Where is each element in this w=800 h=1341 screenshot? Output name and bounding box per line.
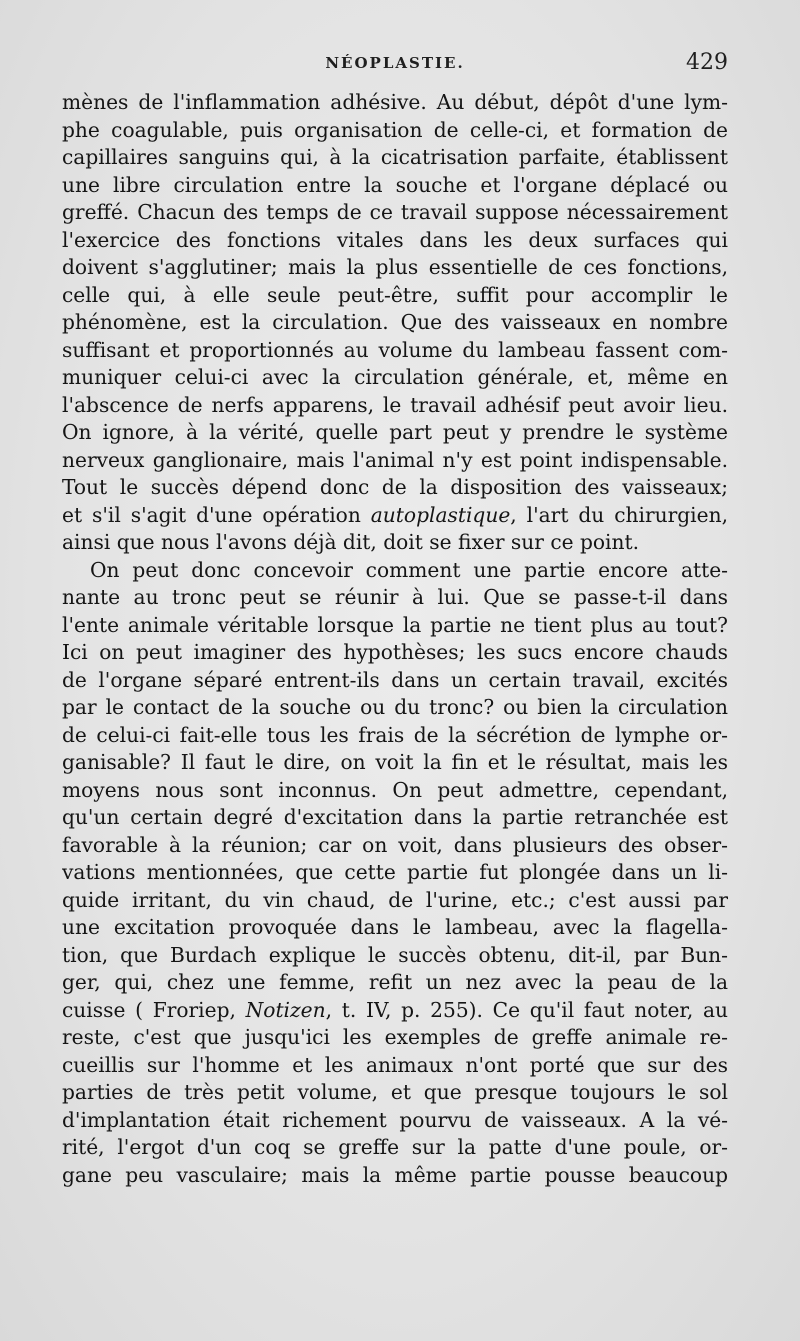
text-line: On peut donc concevoir comment une partie encore atte- xyxy=(90,557,728,582)
paragraph xyxy=(62,557,728,1190)
text-line: celle qui, à elle seule peut-être, suffit pour accomplir le xyxy=(62,282,728,307)
text-line: Ici on peut imaginer des hypothèses; les sucs encore chauds xyxy=(62,640,728,664)
text-line: d'implantation était richement pourvu de vaisseaux. A la vé- xyxy=(62,1107,728,1132)
text-line: ganisable? Il faut le dire, on voit la fin et le résultat, mais les xyxy=(62,750,728,774)
text-run: cuisse ( Froriep, xyxy=(62,997,246,1022)
text-line xyxy=(62,997,728,1025)
text-line: phénomène, est la circulation. Que des vaisseaux en nombre xyxy=(62,310,728,334)
italic-term: Notizen xyxy=(245,997,326,1022)
paragraph xyxy=(62,89,728,557)
text-run: , l'art du chirurgien, xyxy=(510,502,728,527)
text-line: tion, que Burdach explique le succès obtenu, dit-il, par Bun- xyxy=(62,942,728,967)
text-line: l'exercice des fonctions vitales dans les deux surfaces qui xyxy=(62,227,728,252)
text-line xyxy=(62,502,728,530)
text-run: et s'il s'agit d'une opération xyxy=(62,502,371,527)
text-line: cueillis sur l'homme et les animaux n'ont porté que sur des xyxy=(62,1052,728,1077)
text-line: favorable à la réunion; car on voit, dans plusieurs des obser- xyxy=(62,832,728,857)
text-line: l'abscence de nerfs apparens, le travail adhésif peut avoir lieu. xyxy=(62,392,728,417)
text-line: On ignore, à la vérité, quelle part peut y prendre le système xyxy=(62,420,728,444)
italic-term: autoplastique xyxy=(370,502,511,527)
text-line: capillaires sanguins qui, à la cicatrisation parfaite, établissent xyxy=(62,145,728,169)
text-line: l'ente animale véritable lorsque la partie ne tient plus au tout? xyxy=(62,612,728,637)
text-line: quide irritant, du vin chaud, de l'urine, etc.; c'est aussi par xyxy=(62,887,728,912)
text-line: par le contact de la souche ou du tronc? ou bien la circulation xyxy=(62,695,728,719)
running-title: NÉOPLASTIE. xyxy=(325,54,465,72)
text-line: nante au tronc peut se réunir à lui. Que se passe-t-il dans xyxy=(62,585,728,609)
text-line: greffé. Chacun des temps de ce travail suppose nécessairement xyxy=(62,200,728,224)
text-line: vations mentionnées, que cette partie fut plongée dans un li- xyxy=(62,860,728,884)
text-line: doivent s'agglutiner; mais la plus essentielle de ces fonctions, xyxy=(62,255,728,279)
page-number: 429 xyxy=(686,50,728,75)
text-line: rité, l'ergot d'un coq se greffe sur la patte d'une poule, or- xyxy=(62,1135,728,1159)
text-line: nerveux ganglionaire, mais l'animal n'y est point indispensable. xyxy=(62,447,728,472)
body-text xyxy=(62,89,728,1189)
text-run: , t. IV, p. 255). Ce qu'il faut noter, au xyxy=(325,997,728,1022)
page-header xyxy=(62,50,728,84)
text-line: parties de très petit volume, et que presque toujours le sol xyxy=(62,1080,728,1104)
text-line: de celui-ci fait-elle tous les frais de la sécrétion de lymphe or- xyxy=(62,722,728,747)
text-line: qu'un certain degré d'excitation dans la partie retranchée est xyxy=(62,805,728,829)
text-line: phe coagulable, puis organisation de celle-ci, et formation de xyxy=(62,117,728,142)
text-line: moyens nous sont inconnus. On peut admettre, cependant, xyxy=(62,777,728,802)
text-line: une libre circulation entre la souche et l'organe déplacé ou xyxy=(62,172,728,197)
text-line: Tout le succès dépend donc de la disposition des vaisseaux; xyxy=(62,475,728,499)
text-line: muniquer celui-ci avec la circulation générale, et, même en xyxy=(62,365,728,389)
text-line: une excitation provoquée dans le lambeau, avec la flagella- xyxy=(62,915,728,939)
text-line: ainsi que nous l'avons déjà dit, doit se fixer sur ce point. xyxy=(62,530,640,554)
text-line: mènes de l'inflammation adhésive. Au début, dépôt d'une lym- xyxy=(62,90,728,114)
text-line: de l'organe séparé entrent-ils dans un certain travail, excités xyxy=(62,667,728,692)
text-line: ger, qui, chez une femme, refit un nez avec la peau de la xyxy=(62,970,728,994)
text-line: reste, c'est que jusqu'ici les exemples de greffe animale re- xyxy=(62,1025,728,1049)
text-line: suffisant et proportionnés au volume du lambeau fassent com- xyxy=(62,337,728,362)
text-line: gane peu vasculaire; mais la même partie pousse beaucoup xyxy=(62,1162,728,1187)
